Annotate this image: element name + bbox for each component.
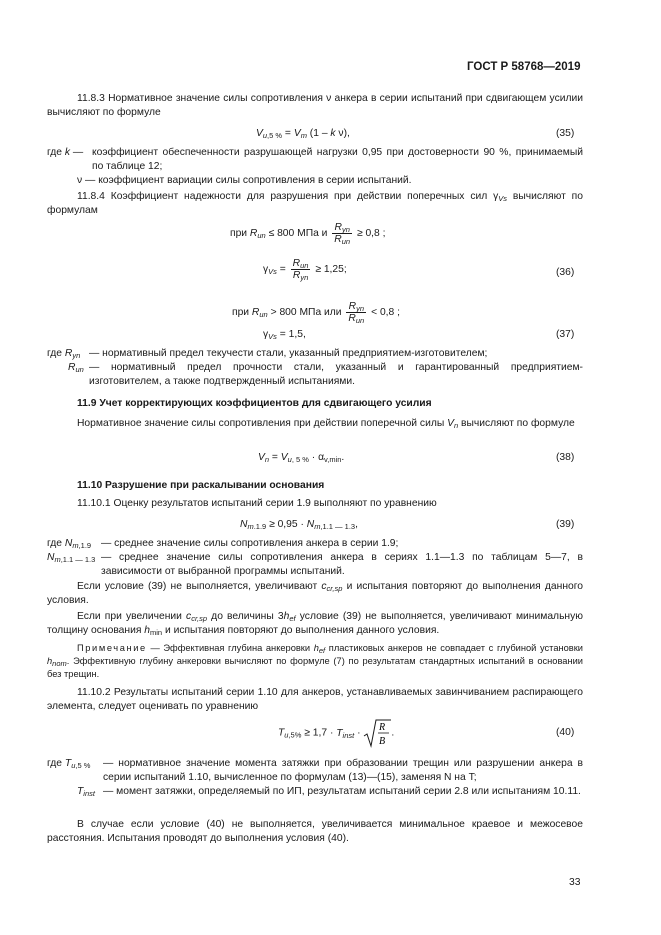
- para-11-10-2: 11.10.2 Результаты испытаний серии 1.10 для анкеров, устанавливаемых завинчиванием распирающего элемента, следует оценивать по уравнению: [47, 687, 583, 712]
- where-ryn: — нормативный предел текучести стали, указанный предприятием-изготовителем;: [89, 348, 488, 359]
- eq-number-36: (36): [556, 267, 575, 278]
- para-11-8-3: 11.8.3 Нормативное значение силы сопротивления ν анкера в серии испытаний при сдвигающем усилии вычисляют по формуле: [47, 93, 583, 118]
- equation-39: $N_{m.1.9} \ge 0,95 \cdot N_{m,1.1 — 1.3}$,: [240, 519, 358, 531]
- sqrt-icon: [363, 718, 391, 748]
- eq-number-40: (40): [556, 727, 575, 738]
- eq-number-38: (38): [556, 452, 575, 463]
- eq-number-37: (37): [556, 329, 575, 340]
- where-nm19: — среднее значение силы сопротивления анкера в серии 1.9;: [101, 538, 399, 549]
- where-nm113: — среднее значение силы сопротивления анкера в сериях 1.1—1.3 по таблицам 5—7, в зависимости от выбранной программы испытаний.: [101, 552, 583, 577]
- svg-text:R: R: [379, 722, 386, 733]
- where-tu5-label: где $T_{u,5 \%}$: [47, 758, 91, 770]
- equation-35: $V_{u,5 \%} = V_m$ (1 – k ν),: [256, 128, 350, 140]
- where-nu: ν — коэффициент вариации силы сопротивления в серии испытаний.: [77, 175, 412, 186]
- where-nm19-label: где $N_{m,1.9}$: [47, 538, 92, 550]
- where-tu5: — нормативное значение момента затяжки при образовании трещин или разрушении анкера в серии испытаний 1.10, вычисленное по формулам (13)—(15), заменяя N на T;: [103, 758, 583, 783]
- where-run: — нормативный предел прочности стали, указанный и гарантированный предприятием-изготовителем, а также подтвержденный испытаниями.: [89, 362, 583, 387]
- where-nm113-label: $N_{m,1.1 — 1.3}$: [47, 552, 96, 564]
- doc-id: ГОСТ Р 58768—2019: [467, 61, 581, 73]
- equation-38: $V_n = V_{u, 5 \%} \cdot \alpha_{v,min}$.: [258, 452, 345, 464]
- condition-2: при $R_{un} > 800$ МПа или $\frac{R_{yn}}{R_{un}}$ < 0,8 ;: [232, 301, 400, 325]
- equation-36: $\gamma_{Vs}$ = $\frac{R_{un}}{R_{yn}}$ ≥ 1,25;: [263, 258, 347, 282]
- note: Примечание — Эффективная глубина анкеровки $h_{ef}$ пластиковых анкеров не совпадает с глубиной установки $h_{nom}$. Эффективную глубину анкеровки вычисляют по формуле (7) по результатам стандартных испытаний в основании без трещин.: [47, 643, 583, 679]
- equation-37: $\gamma_{Vs} = 1,5$,: [263, 329, 306, 341]
- where-run-label: $R_{un}$: [68, 362, 84, 374]
- para-11-8-4: 11.8.4 Коэффициент надежности для разрушения при действии поперечных сил $\gamma_{Vs}$ вычисляют по формулам: [47, 191, 583, 216]
- para-11-10-1b: Если условие (39) не выполняется, увеличивают $c_{cr,sp}$ и испытания повторяют до выполнения данного условия.: [47, 581, 583, 606]
- eq-number-39: (39): [556, 519, 575, 530]
- where-ryn-label: где $R_{yn}$: [47, 348, 81, 360]
- eq-number-35: (35): [556, 128, 575, 139]
- where-k-label: где k —: [47, 147, 84, 158]
- para-final: В случае если условие (40) не выполняется, увеличивается минимальное краевое и межосевое расстояния. Испытания проводят до выполнения условия (40).: [47, 819, 583, 844]
- condition-1: при $R_{un} \le 800$ МПа и $\frac{R_{yn}}{R_{un}}$ ≥ 0,8 ;: [230, 222, 386, 246]
- where-tinst-label: $T_{inst}$: [77, 786, 95, 798]
- where-k: коэффициент обеспеченности разрушающей нагрузки 0,95 при достоверности 90 %, принимаемый по таблице 12;: [92, 147, 583, 172]
- heading-11-10: 11.10 Разрушение при раскалывании основания: [77, 480, 325, 491]
- heading-11-9: 11.9 Учет корректирующих коэффициентов для сдвигающего усилия: [77, 398, 432, 409]
- where-tinst: — момент затяжки, определяемый по ИП, результатам испытаний серии 2.8 или испытаниям 10.11.: [103, 786, 581, 797]
- para-11-10-1: 11.10.1 Оценку результатов испытаний серии 1.9 выполняют по уравнению: [77, 498, 437, 509]
- para-11-9: Нормативное значение силы сопротивления при действии поперечной силы $V_n$ вычисляют по формуле: [77, 418, 575, 430]
- svg-text:B: B: [379, 736, 386, 747]
- equation-40: $T_{u,5\%} \ge 1,7 \cdot T_{inst}$ · R B .: [278, 718, 394, 748]
- para-11-10-1c: Если при увеличении $c_{cr,sp}$ до величины $3h_{ef}$ условие (39) не выполняется, увеличивают минимальную толщину основания $h_{min}$ и испытания повторяют до выполнения данного условия.: [47, 611, 583, 637]
- page-number: 33: [569, 877, 581, 888]
